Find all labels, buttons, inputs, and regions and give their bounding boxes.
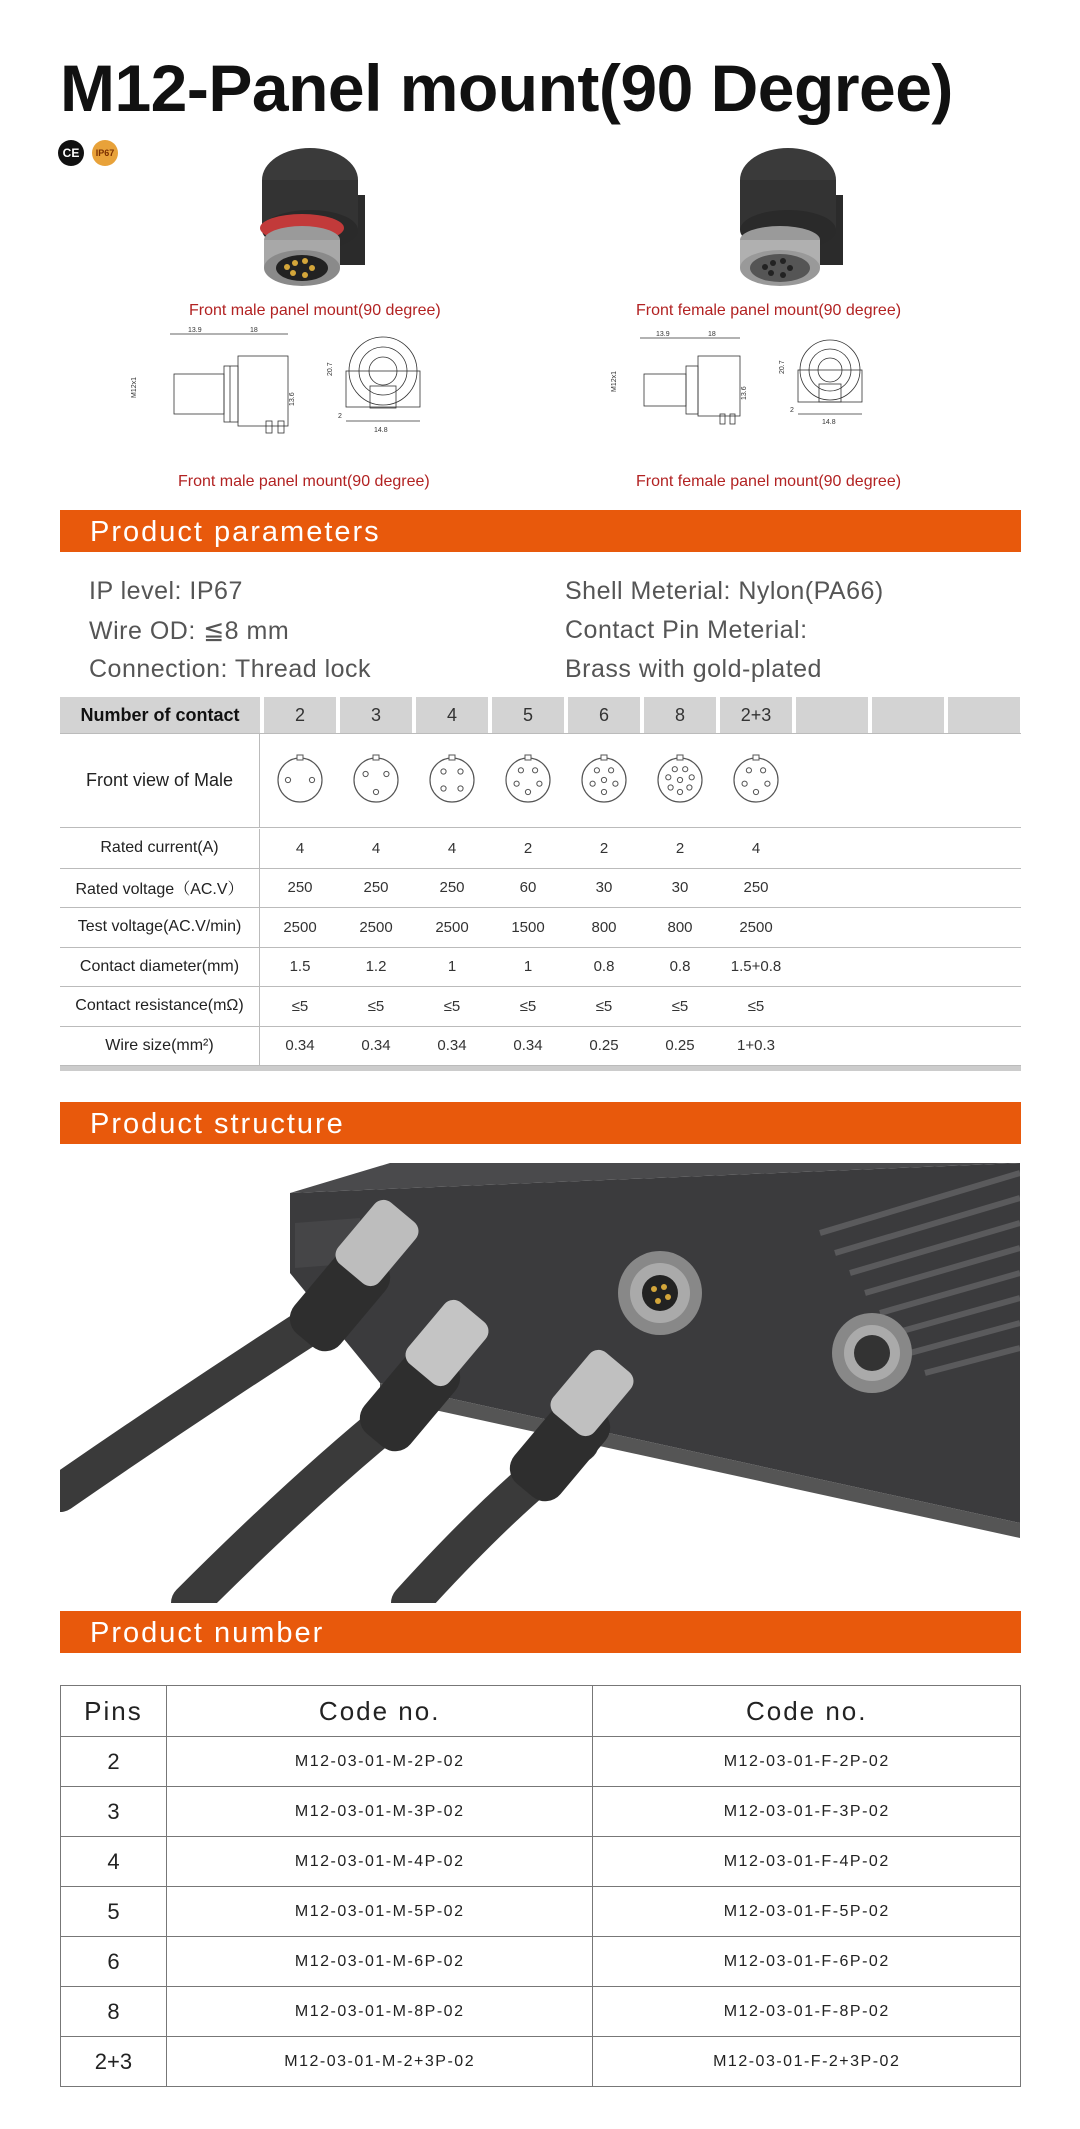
table-row: [61, 1787, 1021, 1837]
param-wire-od: Wire OD: ≦8 mm: [89, 617, 290, 645]
table-row: [61, 1937, 1021, 1987]
spec-cell: 1+0.3: [737, 1037, 775, 1055]
spec-cell: 2500: [359, 918, 393, 936]
page-title: M12-Panel mount(90 Degree): [60, 51, 953, 125]
product-number-table: [60, 1685, 1021, 2087]
male-code-cell: M12-03-01-M-4P-02: [166, 1837, 593, 1887]
certification-badges: [58, 140, 118, 166]
pin-layout-icon: [502, 754, 554, 806]
table-row: [61, 1887, 1021, 1937]
pins-cell: 4: [61, 1837, 167, 1887]
spec-cell: 4: [751, 839, 761, 857]
table-row: [61, 1737, 1021, 1787]
spec-cell: 1.5+0.8: [730, 958, 782, 976]
spec-row: [60, 1027, 1021, 1067]
pn-header-row: [61, 1686, 1021, 1737]
param-contact-pin-material: Contact Pin Meterial:: [565, 616, 808, 644]
pins-cell: 8: [61, 1987, 167, 2037]
spec-row-label: Rated voltage（AC.V）: [60, 869, 260, 908]
spec-cell: 800: [667, 918, 693, 936]
male-code-cell: M12-03-01-M-2P-02: [166, 1737, 593, 1787]
table-row: [61, 1987, 1021, 2037]
spec-cell: 2: [523, 839, 533, 857]
female-code-header: Code no.: [593, 1686, 1021, 1737]
spec-cell: ≤5: [443, 997, 461, 1015]
spec-cell: 30: [595, 879, 613, 897]
spec-cell: 0.34: [437, 1037, 467, 1055]
spec-row-label: Contact diameter(mm): [60, 948, 260, 987]
spec-cell: 4: [447, 839, 457, 857]
dim-18: 18: [250, 327, 258, 334]
param-contact-plating: Brass with gold-plated: [565, 655, 822, 683]
pins-header: Pins: [61, 1686, 167, 1737]
contact-count-header: 6: [568, 697, 640, 733]
spec-cell: 0.8: [593, 958, 615, 976]
spec-cell: 0.34: [285, 1037, 315, 1055]
spec-cell: ≤5: [367, 997, 385, 1015]
dim-2-female: 2: [790, 407, 794, 414]
ce-mark-icon: CE: [58, 140, 84, 166]
dim-20-7: 20.7: [327, 362, 334, 376]
spec-row: [60, 908, 1021, 948]
spec-cell: 800: [591, 918, 617, 936]
section-product-number: [60, 1611, 1021, 1653]
spec-cell: ≤5: [595, 997, 613, 1015]
dim-18-female: 18: [708, 331, 716, 338]
param-shell-material: Shell Meterial: Nylon(PA66): [565, 577, 884, 605]
female-product-caption: Front female panel mount(90 degree): [636, 302, 902, 319]
spec-cell: 4: [371, 839, 381, 857]
spec-cell: ≤5: [291, 997, 309, 1015]
spec-row: [60, 948, 1021, 988]
female-code-cell: M12-03-01-F-3P-02: [593, 1787, 1021, 1837]
contact-count-header: 4: [416, 697, 488, 733]
contact-count-header: [796, 697, 868, 733]
spec-cell: ≤5: [747, 997, 765, 1015]
contact-count-header: [872, 697, 944, 733]
female-code-cell: M12-03-01-F-4P-02: [593, 1837, 1021, 1887]
contact-count-header: 8: [644, 697, 716, 733]
param-connection: Connection: Thread lock: [89, 655, 372, 683]
male-code-cell: M12-03-01-M-8P-02: [166, 1987, 593, 2037]
spec-row-label: Contact resistance(mΩ): [60, 987, 260, 1026]
female-connector-image: [718, 140, 848, 290]
contact-count-header: [948, 697, 1020, 733]
spec-cell: 0.34: [361, 1037, 391, 1055]
female-code-cell: M12-03-01-F-6P-02: [593, 1937, 1021, 1987]
spec-cell: 1: [447, 958, 457, 976]
spec-header-label: Number of contact: [60, 697, 260, 733]
spec-cell: 2500: [283, 918, 317, 936]
product-structure-image: [60, 1163, 1020, 1603]
spec-cell: 30: [671, 879, 689, 897]
front-view-label: Front view of Male: [60, 734, 260, 827]
spec-cell: 0.25: [589, 1037, 619, 1055]
pins-cell: 5: [61, 1887, 167, 1937]
male-technical-drawing: [118, 326, 438, 461]
spec-cell: 2500: [739, 918, 773, 936]
section-product-structure: [60, 1102, 1021, 1144]
female-drawing-caption: Front female panel mount(90 degree): [636, 473, 902, 490]
contact-count-header: 5: [492, 697, 564, 733]
pins-cell: 2: [61, 1737, 167, 1787]
spec-cell: 2: [599, 839, 609, 857]
male-code-cell: M12-03-01-M-3P-02: [166, 1787, 593, 1837]
table-row: [61, 1837, 1021, 1887]
spec-cell: ≤5: [671, 997, 689, 1015]
spec-row-label: Rated current(A): [60, 829, 260, 868]
male-connector-image: [240, 140, 370, 290]
spec-cell: 2500: [435, 918, 469, 936]
female-code-cell: M12-03-01-F-8P-02: [593, 1987, 1021, 2037]
female-code-cell: M12-03-01-F-5P-02: [593, 1887, 1021, 1937]
pin-layout-icon: [426, 754, 478, 806]
spec-cell: 250: [287, 879, 313, 897]
spec-row: [60, 829, 1021, 869]
pin-layout-icon: [350, 754, 402, 806]
spec-cell: 60: [519, 879, 537, 897]
section-title: Product number: [90, 1617, 325, 1649]
female-code-cell: M12-03-01-F-2+3P-02: [593, 2037, 1021, 2087]
spec-cell: 1.5: [289, 958, 311, 976]
spec-front-view-row: [60, 733, 1021, 828]
male-code-cell: M12-03-01-M-2+3P-02: [166, 2037, 593, 2087]
spec-cell: ≤5: [519, 997, 537, 1015]
pin-layout-icon: [274, 754, 326, 806]
female-technical-drawing: [600, 330, 880, 450]
male-code-cell: M12-03-01-M-5P-02: [166, 1887, 593, 1937]
spec-cell: 0.25: [665, 1037, 695, 1055]
spec-cell: 250: [363, 879, 389, 897]
spec-row-label: Wire size(mm²): [60, 1027, 260, 1066]
spec-row: [60, 987, 1021, 1027]
spec-cell: 1500: [511, 918, 545, 936]
spec-cell: 250: [743, 879, 769, 897]
spec-cell: 1.2: [365, 958, 387, 976]
spec-cell: 0.34: [513, 1037, 543, 1055]
pins-cell: 2+3: [61, 2037, 167, 2087]
spec-row: [60, 869, 1021, 909]
spec-cell: 1: [523, 958, 533, 976]
table-row: [61, 2037, 1021, 2087]
pins-cell: 6: [61, 1937, 167, 1987]
female-code-cell: M12-03-01-F-2P-02: [593, 1737, 1021, 1787]
spec-cell: 4: [295, 839, 305, 857]
dim-14-8: 14.8: [374, 427, 388, 434]
dim-13-9: 13.9: [188, 327, 202, 334]
pin-layout-icon: [654, 754, 706, 806]
male-code-header: Code no.: [166, 1686, 593, 1737]
spec-header-row: [60, 697, 1021, 733]
dim-13-6-female: 13.6: [741, 386, 748, 400]
dim-14-8-female: 14.8: [822, 419, 836, 426]
dim-13-9-female: 13.9: [656, 331, 670, 338]
spec-cell: 2: [675, 839, 685, 857]
male-code-cell: M12-03-01-M-6P-02: [166, 1937, 593, 1987]
contact-count-header: 2+3: [720, 697, 792, 733]
spec-cell: 0.8: [669, 958, 691, 976]
section-title: Product parameters: [90, 516, 381, 548]
param-ip-level: IP level: IP67: [89, 577, 243, 605]
spec-row-label: Test voltage(AC.V/min): [60, 908, 260, 947]
spec-table-bottom-rule: [60, 1066, 1021, 1071]
dim-m12-female: M12x1: [611, 370, 618, 392]
section-title: Product structure: [90, 1108, 345, 1140]
section-product-parameters: [60, 510, 1021, 552]
pin-layout-icon: [578, 754, 630, 806]
pins-cell: 3: [61, 1787, 167, 1837]
pin-layout-icon: [730, 754, 782, 806]
dim-20-7-female: 20.7: [779, 360, 786, 374]
contact-count-header: 3: [340, 697, 412, 733]
dim-2: 2: [338, 413, 342, 420]
male-product-caption: Front male panel mount(90 degree): [189, 302, 441, 319]
male-drawing-caption: Front male panel mount(90 degree): [178, 473, 430, 490]
dim-13-6: 13.6: [289, 392, 296, 406]
spec-cell: 250: [439, 879, 465, 897]
ip67-icon: IP67: [92, 140, 118, 166]
dim-m12: M12x1: [131, 376, 138, 398]
contact-count-header: 2: [264, 697, 336, 733]
